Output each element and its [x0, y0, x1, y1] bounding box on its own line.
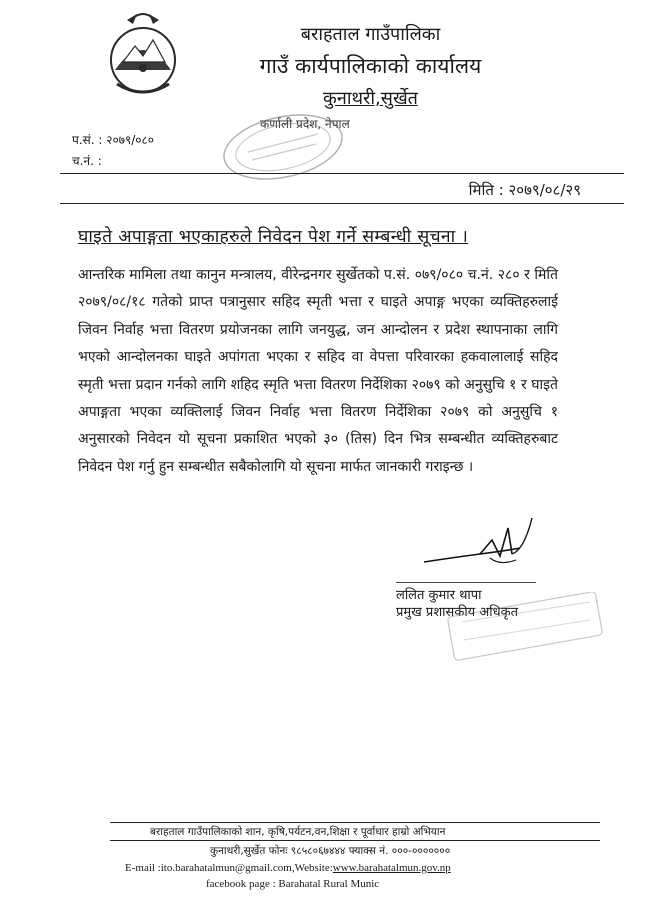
office-name: गाउँ कार्यपालिकाको कार्यालय [259, 54, 482, 78]
signatory-title: प्रमुख प्रशासकीय अधिकृत [396, 605, 519, 620]
municipality-name: बराहताल गाउँपालिका [300, 24, 441, 45]
date-divider [60, 203, 624, 204]
header-divider [60, 173, 624, 174]
footer-contact: कुनाथरी,सुर्खेत फोनः ९८५८०६७४४४ फ्याक्स नं. ०००-००००००० [210, 845, 451, 857]
signatory-name: ललित कुमार थापा [396, 582, 536, 603]
notice-date: मिति : २०७९/०८/२९ [468, 181, 581, 199]
facebook-page[interactable]: facebook page : Barahatal Rural Munic [206, 878, 380, 890]
footer-email-line [125, 862, 451, 874]
footer-divider-bottom [110, 840, 600, 841]
website-link[interactable]: www.barahatalmun.gov.np [332, 862, 451, 874]
footer-slogan: बराहताल गाउँपालिकाको शान, कृषि,पर्यटन,वन,शिक्षा र पूर्वाधार हाम्रो अभियान [150, 826, 446, 838]
office-location: कुनाथरी,सुर्खेत [323, 88, 418, 109]
office-stamp-icon [218, 112, 348, 182]
footer-divider-top [110, 822, 600, 823]
notice-body: आन्तरिक मामिला तथा कानुन मन्त्रालय, वीरेन्द्रनगर सुर्खेतको प.सं. ०७९/०८० च.नं. २८० र मिति २०७९/०८/१८ गतेको प्राप्त पत्रानुसार सहिद स्मृती भत्ता र घाइते अपाङ्ग भएका व्यक्तिहरुलाई जिवन निर्वाह भत्ता वितरण प्रयोजनका लागि जनयुद्ध, जन आन्दोलन र प्रदेश स्थापनाका लागि भएको आन्दोलनका घाइते अपांगता भएका र सहिद वा वेपत्ता परिवारका हकवालालाई सहिद स्मृती भत्ता प्रदान गर्नको लागि शहिद स्मृति भत्ता वितरण निर्देशिका २०७९ को अनुसुचि १ र घाइते अपाङ्गता भएका व्यक्तिलाई जिवन निर्वाह भत्ता वितरण निर्देशिका २०७९ को अनुसुचि १ अनुसारको निवेदन यो सूचना प्रकाशित भएको ३० (तिस) दिन भित्र सम्बन्धीत व्यक्तिहरुबाट निवेदन पेश गर्नु हुन सम्बन्धीत सबैकोलागि यो सूचना मार्फत जानकारी गराइन्छ । [78, 267, 558, 475]
province-line: कर्णाली प्रदेश, नेपाल [260, 117, 350, 131]
signature-icon [420, 510, 540, 580]
designation-stamp-icon [440, 592, 610, 662]
dispatch-number: च.नं. : [72, 154, 102, 168]
notice-subject: घाइते अपाङ्गता भएकाहरुले निवेदन पेश गर्ने सम्बन्धी सूचना । [78, 227, 469, 247]
footer-email: E-mail :ito.barahatalmun@gmail.com,Website: [125, 862, 333, 874]
reference-number: प.सं. : २०७९/०८० [72, 133, 154, 147]
